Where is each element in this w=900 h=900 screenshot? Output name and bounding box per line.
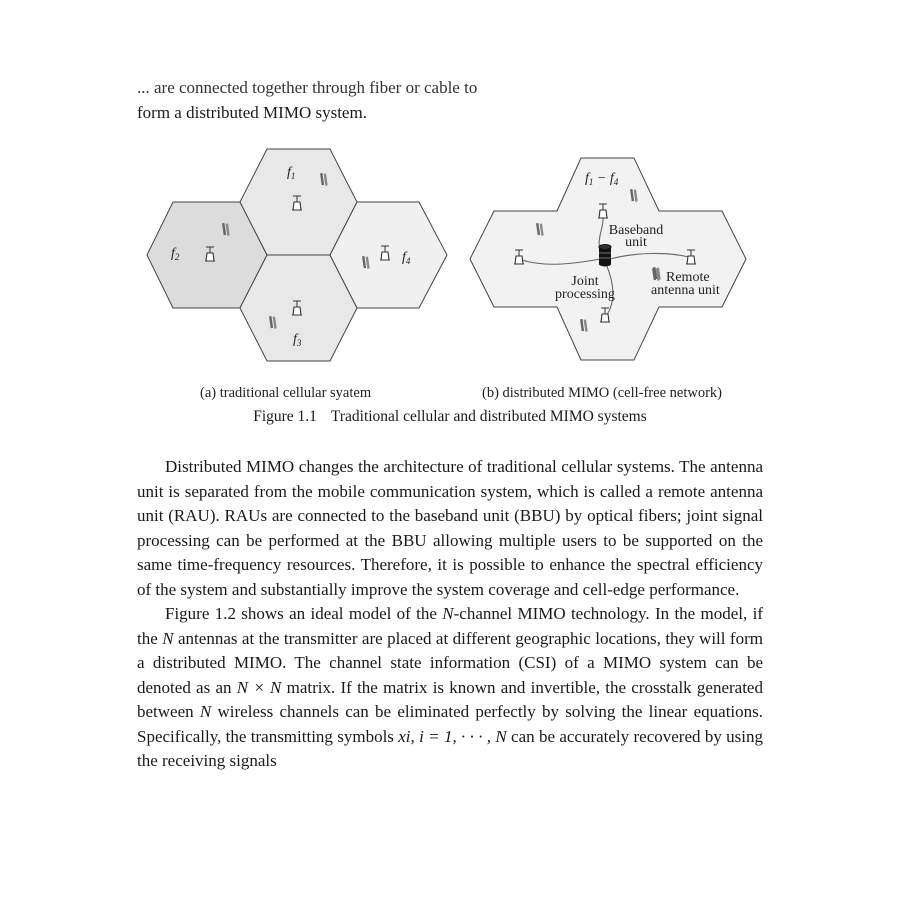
label-f2: $f_2$ bbox=[171, 246, 180, 262]
label-f1-f4: $f_1 - f_4$ bbox=[585, 171, 619, 187]
text-run: wireless channels can be eliminated perfectly by solving the linear equations. Specifically, the transmitting symbols bbox=[137, 702, 764, 746]
bbu-label-line2: unit bbox=[625, 235, 647, 250]
caption-b: (b) distributed MIMO (cell-free network) bbox=[482, 385, 722, 401]
cut-off-text: ... are connected together through fiber or cable to bbox=[137, 78, 478, 97]
label-f4: $f_4$ bbox=[402, 250, 411, 266]
math-matrix-size: N × N bbox=[236, 677, 282, 697]
text-run: matrix. If the matrix is known and invertible, the crosstalk generated between bbox=[137, 677, 763, 721]
label-f1: $f_1$ bbox=[287, 165, 296, 181]
body-text bbox=[137, 455, 763, 774]
math-n: N bbox=[199, 702, 212, 721]
label-f3: $f_3$ bbox=[293, 332, 302, 348]
lead-sentence: form a distributed MIMO system. bbox=[137, 103, 367, 122]
figure-caption bbox=[0, 408, 900, 426]
bbu-label-line1: Baseband bbox=[608, 223, 664, 238]
math-n: N bbox=[442, 604, 454, 623]
figure-number: Figure 1.1 bbox=[253, 408, 317, 425]
rau-label-line2: antenna unit bbox=[651, 283, 720, 298]
joint-label-line1: Joint bbox=[571, 274, 599, 289]
figure-svg bbox=[137, 140, 763, 400]
paragraph-2 bbox=[137, 602, 763, 774]
paragraph-1: Distributed MIMO changes the architecture of traditional cellular systems. The antenna unit is separated from the mobile communication system, which is called a remote antenna unit (RAU). RAUs are connected to the baseband unit (BBU) by optical fibers; joint signal processing can be performed at the BBU allowing multiple users to be supported on the same time-frequency resources. Therefore, it is possible to enhance the spectral efficiency of the system and substantially improve the system coverage and cell-edge performance. bbox=[137, 457, 763, 599]
cut-off-previous-line bbox=[137, 78, 763, 98]
joint-label-line2: processing bbox=[555, 287, 615, 302]
text-run: -channel MIMO technology. In the model, if the bbox=[137, 604, 763, 648]
figure-1-1 bbox=[137, 140, 763, 400]
baseband-unit-icon bbox=[599, 245, 611, 267]
caption-a: (a) traditional cellular syatem bbox=[200, 385, 372, 401]
math-n: N bbox=[162, 628, 174, 648]
text-run: can be accurately recovered by using the receiving signals bbox=[137, 726, 763, 770]
figure-caption-text: Traditional cellular and distributed MIMO systems bbox=[330, 408, 647, 425]
text-run: Figure 1.2 shows an ideal model of the bbox=[165, 604, 443, 623]
math-symbols: xi, i = 1, · · · , N bbox=[398, 726, 507, 746]
rau-label-line1: Remote bbox=[666, 270, 710, 285]
text-run: antennas at the transmitter are placed at different geographic locations, they will form a distributed MIMO. The channel state information (CSI) of a MIMO system can be denoted as an bbox=[137, 628, 763, 697]
